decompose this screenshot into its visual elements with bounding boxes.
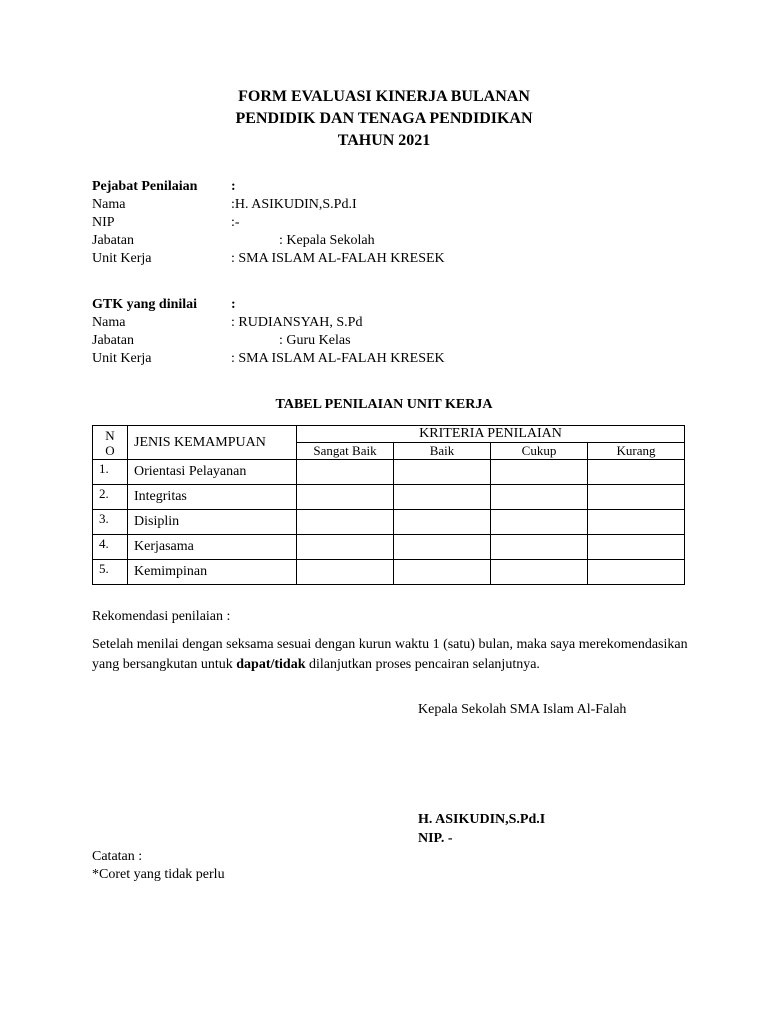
rekomendasi-paragraph bbox=[92, 635, 692, 674]
pejabat-jabatan-value: : Kepala Sekolah bbox=[279, 233, 375, 248]
pejabat-unit-label: Unit Kerja bbox=[92, 251, 152, 266]
criteria-header-kurang: Kurang bbox=[588, 443, 685, 460]
cell-cukup[interactable] bbox=[491, 560, 588, 585]
row-jenis: Kerjasama bbox=[128, 535, 297, 560]
column-header-kriteria: KRITERIA PENILAIAN bbox=[297, 426, 685, 443]
table-row bbox=[93, 535, 685, 560]
cell-baik[interactable] bbox=[394, 460, 491, 485]
cell-kurang[interactable] bbox=[588, 460, 685, 485]
rekomendasi-choice: dapat/tidak bbox=[236, 656, 306, 672]
row-number: 4. bbox=[93, 535, 128, 560]
cell-baik[interactable] bbox=[394, 510, 491, 535]
form-title-line-3: TAHUN 2021 bbox=[337, 132, 431, 149]
column-header-no-line2: O bbox=[105, 442, 115, 458]
gtk-nama-value: : RUDIANSYAH, S.Pd bbox=[231, 315, 363, 330]
row-jenis: Integritas bbox=[128, 485, 297, 510]
row-jenis: Kemimpinan bbox=[128, 560, 297, 585]
assessment-table bbox=[92, 425, 685, 585]
form-title-line-1: FORM EVALUASI KINERJA BULANAN bbox=[238, 88, 530, 105]
catatan-label: Catatan : bbox=[92, 849, 143, 864]
table-title: TABEL PENILAIAN UNIT KERJA bbox=[275, 397, 493, 412]
cell-kurang[interactable] bbox=[588, 560, 685, 585]
cell-kurang[interactable] bbox=[588, 485, 685, 510]
cell-sangat-baik[interactable] bbox=[297, 560, 394, 585]
rekomendasi-text-1: Setelah menilai dengan seksama sesuai dengan kurun waktu 1 (satu) bulan, maka saya merekomendasikan yang bersangkutan untuk bbox=[92, 637, 688, 672]
column-header-no bbox=[93, 426, 128, 460]
gtk-nama-label: Nama bbox=[92, 315, 126, 330]
row-number: 2. bbox=[93, 485, 128, 510]
rekomendasi-label: Rekomendasi penilaian : bbox=[92, 609, 231, 624]
gtk-jabatan-label: Jabatan bbox=[92, 333, 134, 348]
cell-cukup[interactable] bbox=[491, 460, 588, 485]
signature-name: H. ASIKUDIN,S.Pd.I bbox=[418, 812, 546, 827]
cell-baik[interactable] bbox=[394, 485, 491, 510]
cell-baik[interactable] bbox=[394, 560, 491, 585]
row-number: 1. bbox=[93, 460, 128, 485]
signature-title: Kepala Sekolah SMA Islam Al-Falah bbox=[418, 702, 627, 717]
pejabat-nip-label: NIP bbox=[92, 215, 115, 230]
cell-baik[interactable] bbox=[394, 535, 491, 560]
gtk-jabatan-value: : Guru Kelas bbox=[279, 333, 351, 348]
pejabat-jabatan-label: Jabatan bbox=[92, 233, 134, 248]
row-jenis: Disiplin bbox=[128, 510, 297, 535]
column-header-no-line1: N bbox=[105, 427, 115, 443]
table-row bbox=[93, 485, 685, 510]
gtk-heading: GTK yang dinilai bbox=[92, 297, 198, 312]
cell-kurang[interactable] bbox=[588, 535, 685, 560]
cell-sangat-baik[interactable] bbox=[297, 485, 394, 510]
gtk-unit-label: Unit Kerja bbox=[92, 351, 152, 366]
signature-nip: NIP. - bbox=[418, 831, 453, 846]
criteria-header-cukup: Cukup bbox=[491, 443, 588, 460]
table-row bbox=[93, 510, 685, 535]
row-jenis: Orientasi Pelayanan bbox=[128, 460, 297, 485]
table-row bbox=[93, 460, 685, 485]
pejabat-nip-value: :- bbox=[231, 215, 240, 230]
row-number: 3. bbox=[93, 510, 128, 535]
criteria-header-sangat-baik: Sangat Baik bbox=[297, 443, 394, 460]
criteria-header-baik: Baik bbox=[394, 443, 491, 460]
cell-sangat-baik[interactable] bbox=[297, 460, 394, 485]
pejabat-heading-colon: : bbox=[231, 179, 236, 194]
form-title-line-2: PENDIDIK DAN TENAGA PENDIDIKAN bbox=[235, 110, 533, 127]
catatan-note: *Coret yang tidak perlu bbox=[92, 867, 225, 882]
gtk-unit-value: : SMA ISLAM AL-FALAH KRESEK bbox=[231, 351, 445, 366]
pejabat-nama-label: Nama bbox=[92, 197, 126, 212]
row-number: 5. bbox=[93, 560, 128, 585]
cell-cukup[interactable] bbox=[491, 535, 588, 560]
pejabat-heading: Pejabat Penilaian bbox=[92, 179, 198, 194]
rekomendasi-text-2: dilanjutkan proses pencairan selanjutnya. bbox=[305, 656, 540, 672]
cell-sangat-baik[interactable] bbox=[297, 510, 394, 535]
cell-cukup[interactable] bbox=[491, 510, 588, 535]
pejabat-nama-value: :H. ASIKUDIN,S.Pd.I bbox=[231, 197, 357, 212]
cell-cukup[interactable] bbox=[491, 485, 588, 510]
column-header-jenis: JENIS KEMAMPUAN bbox=[128, 426, 297, 460]
cell-sangat-baik[interactable] bbox=[297, 535, 394, 560]
table-row bbox=[93, 560, 685, 585]
pejabat-unit-value: : SMA ISLAM AL-FALAH KRESEK bbox=[231, 251, 445, 266]
gtk-heading-colon: : bbox=[231, 297, 236, 312]
cell-kurang[interactable] bbox=[588, 510, 685, 535]
